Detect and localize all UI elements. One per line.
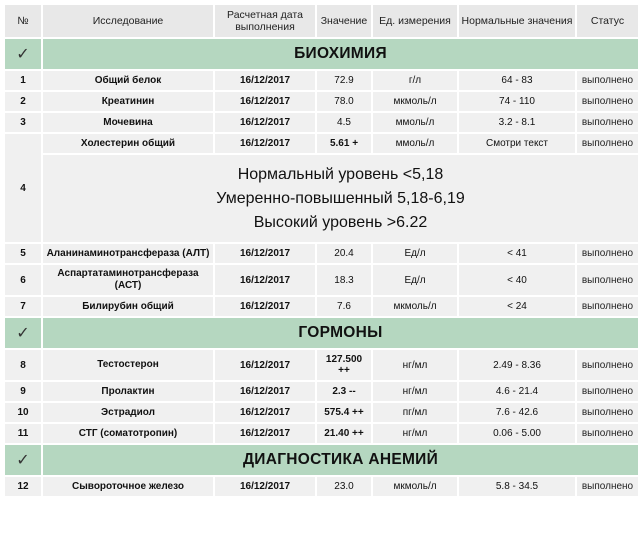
row-num: 8 (5, 350, 41, 380)
row-num: 6 (5, 265, 41, 295)
row-norm: 0.06 - 5.00 (459, 424, 575, 443)
section-title: ДИАГНОСТИКА АНЕМИЙ (43, 445, 638, 475)
table-row (5, 477, 638, 496)
row-num: 12 (5, 477, 41, 496)
row-norm: 74 - 110 (459, 92, 575, 111)
row-unit: Ед/л (373, 265, 457, 295)
table-row (5, 244, 638, 263)
section-anemia (5, 445, 638, 475)
row-test-name: Эстрадиол (43, 403, 213, 422)
row-value: 78.0 (317, 92, 371, 111)
row-unit: нг/мл (373, 424, 457, 443)
row-value: 72.9 (317, 71, 371, 90)
row-norm: 5.8 - 34.5 (459, 477, 575, 496)
row-date: 16/12/2017 (215, 382, 315, 401)
row-status: выполнено (577, 382, 638, 401)
note-line: Нормальный уровень <5,18 (237, 165, 444, 183)
header-status: Статус (577, 5, 638, 37)
row-date: 16/12/2017 (215, 134, 315, 153)
row-num: 1 (5, 71, 41, 90)
table-row (5, 382, 638, 401)
header-unit: Ед. измерения (373, 5, 457, 37)
row-num: 9 (5, 382, 41, 401)
row-value: 127.500 ++ (317, 350, 371, 380)
row-norm: 3.2 - 8.1 (459, 113, 575, 132)
header-norm: Нормальные значения (459, 5, 575, 37)
row-unit: г/л (373, 71, 457, 90)
row-num: 11 (5, 424, 41, 443)
table-row (5, 403, 638, 422)
row-unit: ммоль/л (373, 113, 457, 132)
row-value: 20.4 (317, 244, 371, 263)
row-value: 21.40 ++ (317, 424, 371, 443)
row-status: выполнено (577, 403, 638, 422)
row-status: выполнено (577, 424, 638, 443)
table-row (5, 350, 638, 380)
row-status: выполнено (577, 350, 638, 380)
header-test: Исследование (43, 5, 213, 37)
row-date: 16/12/2017 (215, 350, 315, 380)
header-row (5, 5, 638, 37)
row-status: выполнено (577, 134, 638, 153)
row-norm: 2.49 - 8.36 (459, 350, 575, 380)
row-num: 2 (5, 92, 41, 111)
row-date: 16/12/2017 (215, 477, 315, 496)
row-value: 2.3 -- (317, 382, 371, 401)
check-icon: ✓ (5, 39, 41, 69)
header-num: № (5, 5, 41, 37)
row-date: 16/12/2017 (215, 113, 315, 132)
row-date: 16/12/2017 (215, 403, 315, 422)
table-row (5, 424, 638, 443)
row-date: 16/12/2017 (215, 71, 315, 90)
row-norm: < 40 (459, 265, 575, 295)
row-status: выполнено (577, 297, 638, 316)
row-status: выполнено (577, 113, 638, 132)
row-test-name: Сывороточное железо (43, 477, 213, 496)
header-date: Расчетная дата выполнения (215, 5, 315, 37)
note-line: Высокий уровень >6.22 (253, 213, 428, 231)
row-unit: Ед/л (373, 244, 457, 263)
row-num: 10 (5, 403, 41, 422)
row-unit: нг/мл (373, 382, 457, 401)
row-num: 7 (5, 297, 41, 316)
row-status: выполнено (577, 477, 638, 496)
row-status: выполнено (577, 265, 638, 295)
row-value: 4.5 (317, 113, 371, 132)
row-test-name: Тестостерон (43, 350, 213, 380)
row-test-name: СТГ (соматотропин) (43, 424, 213, 443)
table-row (5, 92, 638, 111)
row-unit: ммоль/л (373, 134, 457, 153)
row-value: 575.4 ++ (317, 403, 371, 422)
row-date: 16/12/2017 (215, 424, 315, 443)
check-icon: ✓ (5, 445, 41, 475)
check-icon: ✓ (5, 318, 41, 348)
header-value: Значение (317, 5, 371, 37)
row-unit: пг/мл (373, 403, 457, 422)
row-test-name: Аланинаминотрансфераза (АЛТ) (43, 244, 213, 263)
row-value: 18.3 (317, 265, 371, 295)
table-row (5, 71, 638, 90)
row-norm: < 41 (459, 244, 575, 263)
row-value: 23.0 (317, 477, 371, 496)
row-date: 16/12/2017 (215, 265, 315, 295)
row-date: 16/12/2017 (215, 92, 315, 111)
row-unit: мкмоль/л (373, 92, 457, 111)
table-row (5, 265, 638, 295)
note-line: Умеренно-повышенный 5,18-6,19 (216, 189, 465, 207)
results-table-container (3, 3, 636, 498)
row-unit: мкмоль/л (373, 477, 457, 496)
row-num: 4 (5, 134, 41, 242)
row-test-name: Аспартатаминотрансфераза (АСТ) (43, 265, 213, 295)
table-row (5, 113, 638, 132)
row-test-name: Мочевина (43, 113, 213, 132)
row-num: 5 (5, 244, 41, 263)
section-biochem (5, 39, 638, 69)
row-norm: Смотри текст (459, 134, 575, 153)
table-row (5, 134, 638, 153)
table-row (5, 297, 638, 316)
section-title: БИОХИМИЯ (43, 39, 638, 69)
row-status: выполнено (577, 92, 638, 111)
row-value: 7.6 (317, 297, 371, 316)
row-value: 5.61 + (317, 134, 371, 153)
cholesterol-note-row (5, 155, 638, 242)
row-test-name: Холестерин общий (43, 134, 213, 153)
row-unit: нг/мл (373, 350, 457, 380)
row-test-name: Билирубин общий (43, 297, 213, 316)
results-table (3, 3, 639, 498)
row-test-name: Креатинин (43, 92, 213, 111)
row-norm: 64 - 83 (459, 71, 575, 90)
row-norm: < 24 (459, 297, 575, 316)
row-test-name: Пролактин (43, 382, 213, 401)
section-title: ГОРМОНЫ (43, 318, 638, 348)
row-status: выполнено (577, 71, 638, 90)
row-date: 16/12/2017 (215, 244, 315, 263)
cholesterol-note (43, 155, 638, 242)
row-date: 16/12/2017 (215, 297, 315, 316)
row-num: 3 (5, 113, 41, 132)
row-norm: 4.6 - 21.4 (459, 382, 575, 401)
row-norm: 7.6 - 42.6 (459, 403, 575, 422)
row-status: выполнено (577, 244, 638, 263)
section-hormones (5, 318, 638, 348)
row-test-name: Общий белок (43, 71, 213, 90)
row-unit: мкмоль/л (373, 297, 457, 316)
